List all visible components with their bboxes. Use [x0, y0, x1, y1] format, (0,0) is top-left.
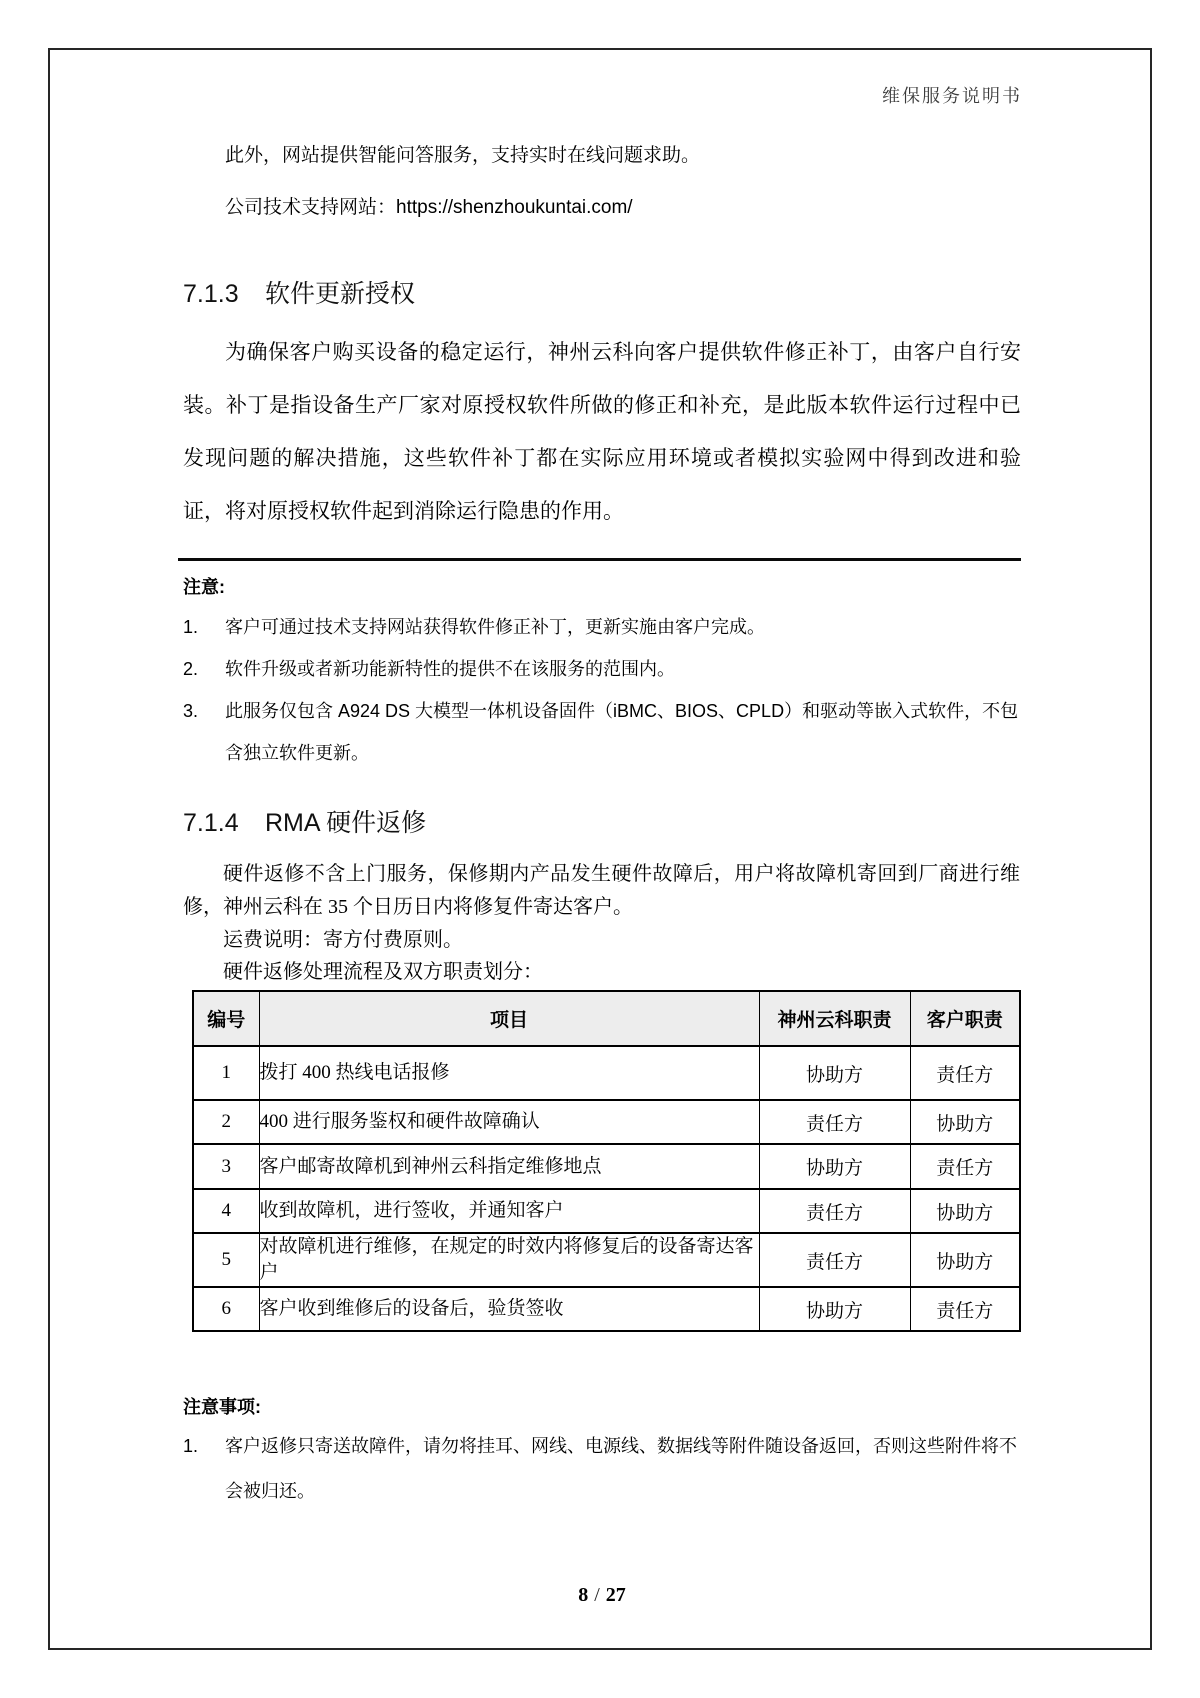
table-header-cell: 项目	[259, 991, 759, 1046]
notice-item	[183, 606, 1021, 648]
table-cell: 客户收到维修后的设备后，验货签收	[259, 1287, 759, 1331]
section-title: RMA 硬件返修	[265, 809, 427, 837]
rma-paragraph: 硬件返修不含上门服务，保修期内产品发生硬件故障后，用户将故障机寄回到厂商进行维修，神州云科在 35 个日历日内将修复件寄达客户。	[183, 863, 1020, 918]
table-cell: 1	[193, 1046, 259, 1100]
table-cell: 责任方	[910, 1144, 1020, 1189]
section-heading-7-1-4	[183, 806, 426, 840]
table-cell: 责任方	[759, 1189, 910, 1233]
table-header-cell: 神州云科职责	[759, 991, 910, 1046]
table-header-cell: 客户职责	[910, 991, 1020, 1046]
page-number-total: 27	[605, 1584, 626, 1606]
table-row	[193, 1144, 1020, 1189]
table-row	[193, 1233, 1020, 1287]
table-cell: 责任方	[759, 1233, 910, 1287]
table-row	[193, 1287, 1020, 1331]
table-row	[193, 1100, 1020, 1144]
notes-item-text: 客户返修只寄送故障件，请勿将挂耳、网线、电源线、数据线等附件随设备返回，否则这些附件将不会被归还。	[225, 1436, 1017, 1501]
support-site-line: 公司技术支持网站：https://shenzhoukuntai.com/	[225, 197, 633, 218]
notice-item-text: 客户可通过技术支持网站获得软件修正补丁，更新实施由客户完成。	[225, 617, 765, 637]
table-cell: 协助方	[759, 1287, 910, 1331]
table-row	[193, 1189, 1020, 1233]
table-cell: 6	[193, 1287, 259, 1331]
table-header-cell: 编号	[193, 991, 259, 1046]
table-cell: 协助方	[910, 1233, 1020, 1287]
notice-item	[183, 690, 1021, 774]
process-intro-line: 硬件返修处理流程及双方职责划分：	[223, 961, 543, 983]
table-cell: 协助方	[759, 1144, 910, 1189]
section-heading-7-1-3	[183, 277, 415, 311]
document-header-title: 维保服务说明书	[882, 86, 1022, 106]
section-7-1-3-body: 为确保客户购买设备的稳定运行，神州云科向客户提供软件修正补丁，由客户自行安装。补丁是指设备生产厂家对原授权软件所做的修正和补充，是此版本软件运行过程中已发现问题的解决措施，这些软件补丁都在实际应用环境或者模拟实验网中得到改进和验证，将对原授权软件起到消除运行隐患的作用。	[183, 341, 1021, 523]
notice-divider	[178, 558, 1021, 561]
table-cell: 责任方	[910, 1287, 1020, 1331]
intro-paragraph: 此外，网站提供智能问答服务，支持实时在线问题求助。	[225, 145, 701, 166]
notes-list	[183, 1424, 1021, 1514]
table-cell: 客户邮寄故障机到神州云科指定维修地点	[259, 1144, 759, 1189]
table-cell: 对故障机进行维修，在规定的时效内将修复后的设备寄达客户	[259, 1233, 759, 1287]
page-footer	[183, 1582, 1021, 1608]
shipping-fee-line: 运费说明：寄方付费原则。	[223, 929, 463, 951]
table-cell: 协助方	[910, 1189, 1020, 1233]
section-number: 7.1.3	[183, 280, 239, 308]
notice-item-number: 3.	[183, 701, 199, 721]
notice-item	[183, 648, 1021, 690]
page-number-current: 8	[578, 1584, 589, 1606]
table-cell: 3	[193, 1144, 259, 1189]
notice-item-text: 软件升级或者新功能新特性的提供不在该服务的范围内。	[225, 659, 675, 679]
table-cell: 400 进行服务鉴权和硬件故障确认	[259, 1100, 759, 1144]
section-number: 7.1.4	[183, 809, 239, 837]
table-row	[193, 1046, 1020, 1100]
page-number-separator: /	[594, 1584, 600, 1606]
table-cell: 协助方	[910, 1100, 1020, 1144]
notice-item-number: 1.	[183, 617, 199, 637]
table-cell: 收到故障机，进行签收，并通知客户	[259, 1189, 759, 1233]
table-cell: 责任方	[910, 1046, 1020, 1100]
notice-item-number: 2.	[183, 659, 199, 679]
notice-list	[183, 606, 1021, 774]
table-header-row	[193, 991, 1020, 1046]
notice-item-text: 此服务仅包含 A924 DS 大模型一体机设备固件（iBMC、BIOS、CPLD）和驱动等嵌入式软件，不包含独立软件更新。	[225, 701, 1019, 763]
notice-label: 注意:	[183, 577, 225, 597]
table-cell: 2	[193, 1100, 259, 1144]
table-cell: 协助方	[759, 1046, 910, 1100]
notes-item	[183, 1424, 1021, 1514]
table-cell: 拨打 400 热线电话报修	[259, 1046, 759, 1100]
table-cell: 责任方	[759, 1100, 910, 1144]
table-cell: 5	[193, 1233, 259, 1287]
notes-item-number: 1.	[183, 1436, 199, 1456]
table-cell: 4	[193, 1189, 259, 1233]
notes-label: 注意事项:	[183, 1397, 261, 1417]
rma-process-table	[192, 990, 1021, 1332]
section-title: 软件更新授权	[265, 280, 416, 308]
